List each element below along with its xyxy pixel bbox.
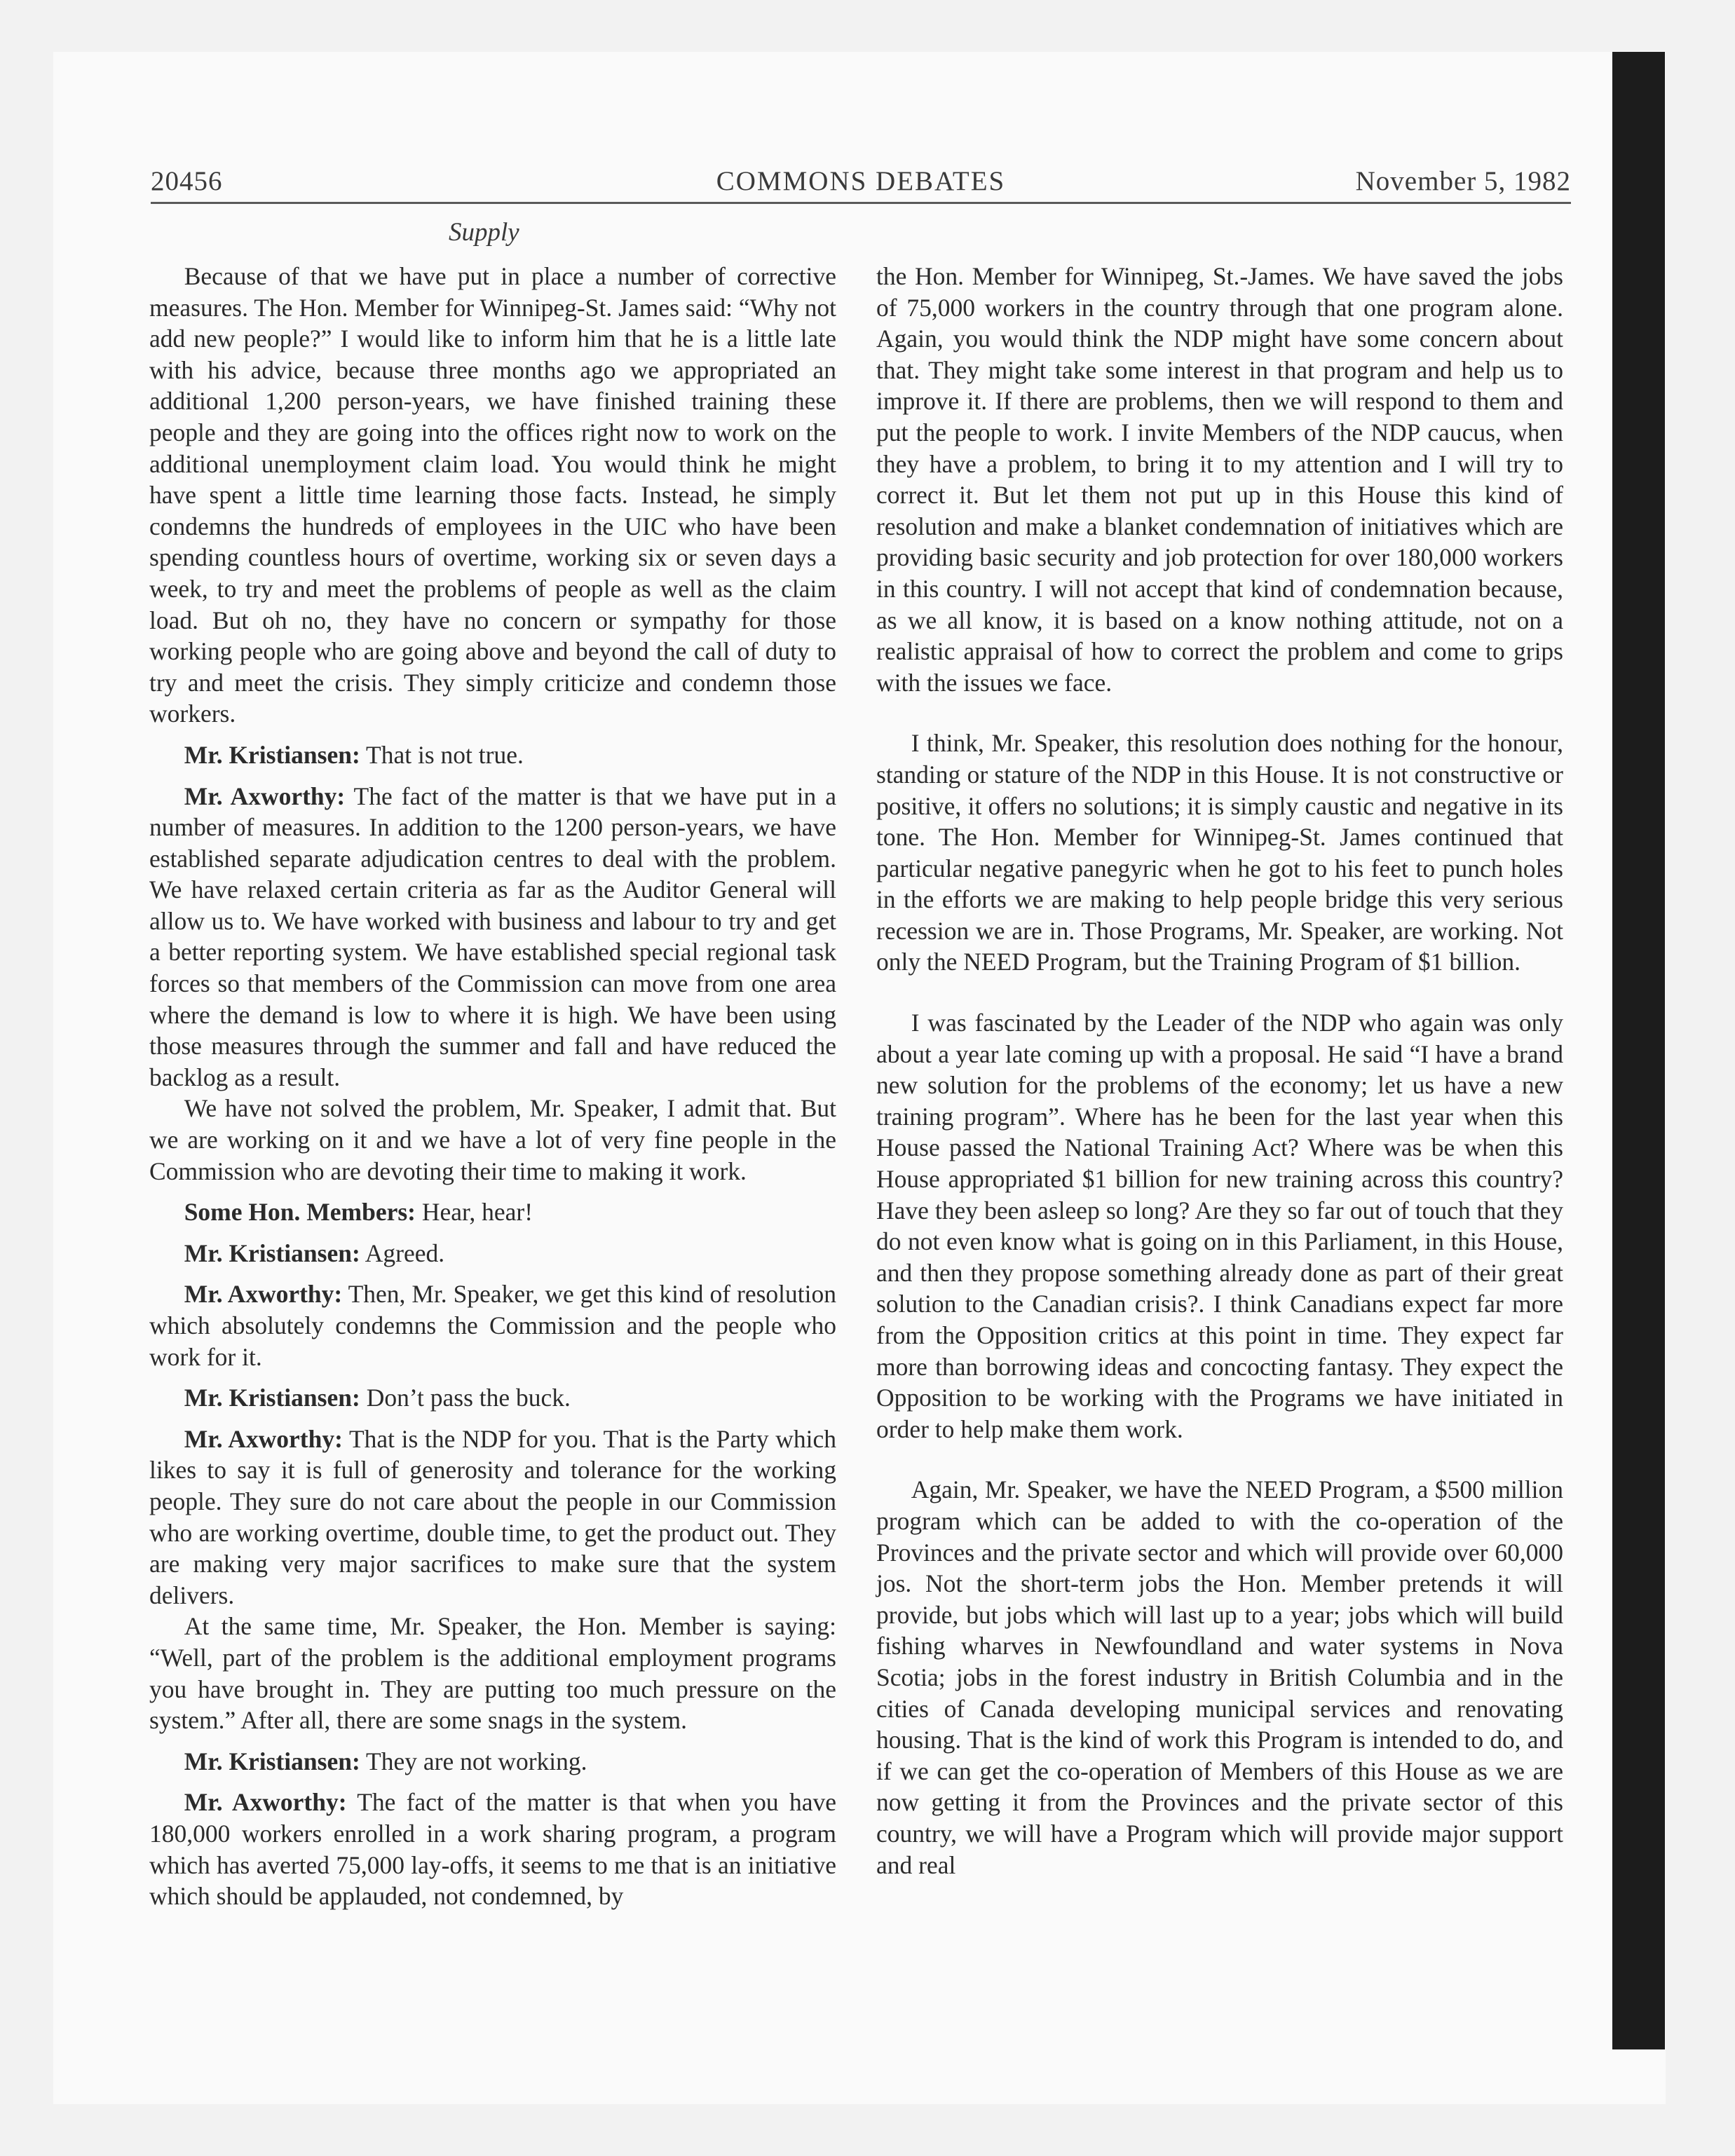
paragraph: Mr. Axworthy: That is the NDP for you. That is the Party which likes to say it is full of generosity and tolerance for the working people. They sure do not care about the people in our Commission who are working overtime, double time, to get the product out. They are making very major sacrifices to make sure that the system delivers. xyxy=(149,1424,836,1609)
speaker-name: Mr. Kristiansen: xyxy=(184,740,360,769)
paragraph: Mr. Kristiansen: Agreed. xyxy=(184,1239,445,1267)
speaker-name: Mr. Axworthy: xyxy=(184,1280,343,1309)
speaker-name: Some Hon. Members: xyxy=(184,1198,416,1227)
paragraph: Again, Mr. Speaker, we have the NEED Program, a $500 million program which can be added to with the co-operation of the Provinces and the private sector and which will provide over 60,000 jos. Not the short-term jobs the Hon. Member pretends it will provide, but jobs which will last up to a year; jobs which will build fishing wharves in Newfoundland and water systems in Nova Scotia; jobs in the forest industry in British Columbia and in the cities of Canada developing municipal services and renovating housing. That is the kind of work this Program is intended to do, and if we can get the co-operation of Members of this House as we are now getting it from the Provinces and the private sector of this country, we will have a Program which will provide major support and real xyxy=(876,1475,1563,1879)
paragraph: We have not solved the problem, Mr. Speaker, I admit that. But we are working on it and we have a lot of very fine people in the Commission who are devoting their time to making it work. xyxy=(149,1094,836,1185)
speaker-name: Mr. Kristiansen: xyxy=(184,1384,360,1412)
speaker-name: Mr. Axworthy: xyxy=(184,782,346,810)
paragraph: Some Hon. Members: Hear, hear! xyxy=(184,1198,533,1227)
left-column xyxy=(149,261,836,1912)
paragraph: At the same time, Mr. Speaker, the Hon. Member is saying: “Well, part of the problem is the additional employment programs you have brought in. They are putting too much pressure on the system.” After all, there are some snags in the system. xyxy=(149,1612,836,1735)
paragraph: Mr. Kristiansen: They are not working. xyxy=(184,1747,587,1775)
header-rule xyxy=(151,202,1571,204)
paragraph: Mr. Kristiansen: Don’t pass the buck. xyxy=(184,1384,571,1412)
section-title: Supply xyxy=(449,218,519,247)
paragraph: Mr. Kristiansen: That is not true. xyxy=(184,740,524,769)
scan-edge-shadow xyxy=(1612,52,1665,2049)
speaker-name: Mr. Kristiansen: xyxy=(184,1747,360,1775)
paragraph: I was fascinated by the Leader of the NDP who again was only about a year late coming up with a proposal. He said “I have a brand new solution for the problems of the economy; let us have a new training program”. Where has he been for the last year when this House passed the National Training Act? Where was be when this House appropriated $1 billion for new training across this country? Have they been asleep so long? Are they so far out of touch that they do not even know what is going on in this Parliament, in this House, and then they propose something already done as part of their great solution to the Canadian crisis?. I think Canadians expect far more from the Opposition critics at this point in time. They expect far more than borrowing ideas and concocting fantasy. They expect the Opposition to be working with the Programs we have initiated in order to help make them work. xyxy=(876,1009,1563,1443)
paragraph: the Hon. Member for Winnipeg, St.-James. We have saved the jobs of 75,000 workers in the country through that one program alone. Again, you would think the NDP might have some concern about that. They might take some interest in that program and help us to improve it. If there are problems, then we will respond to them and put the people to work. I invite Members of the NDP caucus, when they have a problem, to bring it to my attention and I will try to correct it. But let them not put up in this House this kind of resolution and make a blanket condemnation of initiatives which are providing basic security and job protection for over 180,000 workers in this country. I will not accept that kind of condemnation because, as we all know, it is based on a know nothing attitude, not on a realistic appraisal of how to correct the problem and come to grips with the issues we face. xyxy=(876,262,1563,697)
speaker-name: Mr. Axworthy: xyxy=(184,1424,343,1453)
right-column xyxy=(876,261,1563,1881)
paragraph: I think, Mr. Speaker, this resolution does nothing for the honour, standing or stature of the NDP in this House. It is not constructive or positive, it offers no solutions; it is simply caustic and negative in its tone. The Hon. Member for Winnipeg-St. James continued that particular negative panegyric when he got to his feet to punch holes in the efforts we are making to help people bridge this very serious recession we are in. Those Programs, Mr. Speaker, are working. Not only the NEED Program, but the Training Program of $1 billion. xyxy=(876,729,1563,976)
publication-date: November 5, 1982 xyxy=(1355,166,1571,196)
page-header xyxy=(151,165,1571,205)
paragraph: Mr. Axworthy: The fact of the matter is that when you have 180,000 workers enrolled in a work sharing program, a program which has averted 75,000 lay-offs, it seems to me that is an initiative which should be applauded, not condemned, by xyxy=(149,1788,836,1911)
page-number: 20456 xyxy=(151,166,223,196)
paragraph: Mr. Axworthy: Then, Mr. Speaker, we get this kind of resolution which absolutely condemns the Commission and the people who work for it. xyxy=(149,1280,836,1371)
paragraph: Because of that we have put in place a number of corrective measures. The Hon. Member for Winnipeg-St. James said: “Why not add new people?” I would like to inform him that he is a little late with his advice, because three months ago we appropriated an additional 1,200 person-years, we have finished training these people and they are going into the offices right now to work on the additional unemployment claim load. You would think he might have spent a little time learning those facts. Instead, he simply condemns the hundreds of employees in the UIC who have been spending countless hours of overtime, working six or seven days a week, to try and meet the problems of people as well as the claim load. But oh no, they have no concern or sympathy for those working people who are going above and beyond the call of duty to try and meet the crisis. They simply criticize and condemn those workers. xyxy=(149,262,836,728)
publication-title: COMMONS DEBATES xyxy=(716,166,1006,196)
speaker-name: Mr. Kristiansen: xyxy=(184,1239,360,1267)
paragraph: Mr. Axworthy: The fact of the matter is that we have put in a number of measures. In addition to the 1200 person-years, we have established separate adjudication centres to deal with the problem. We have relaxed certain criteria as far as the Auditor General will allow us to. We have worked with business and labour to try and get a better reporting system. We have established special regional task forces so that members of the Commission can move from one area where the demand is low to where it is high. We have been using those measures through the summer and fall and have reduced the backlog as a result. xyxy=(149,782,836,1091)
speaker-name: Mr. Axworthy: xyxy=(184,1788,347,1817)
